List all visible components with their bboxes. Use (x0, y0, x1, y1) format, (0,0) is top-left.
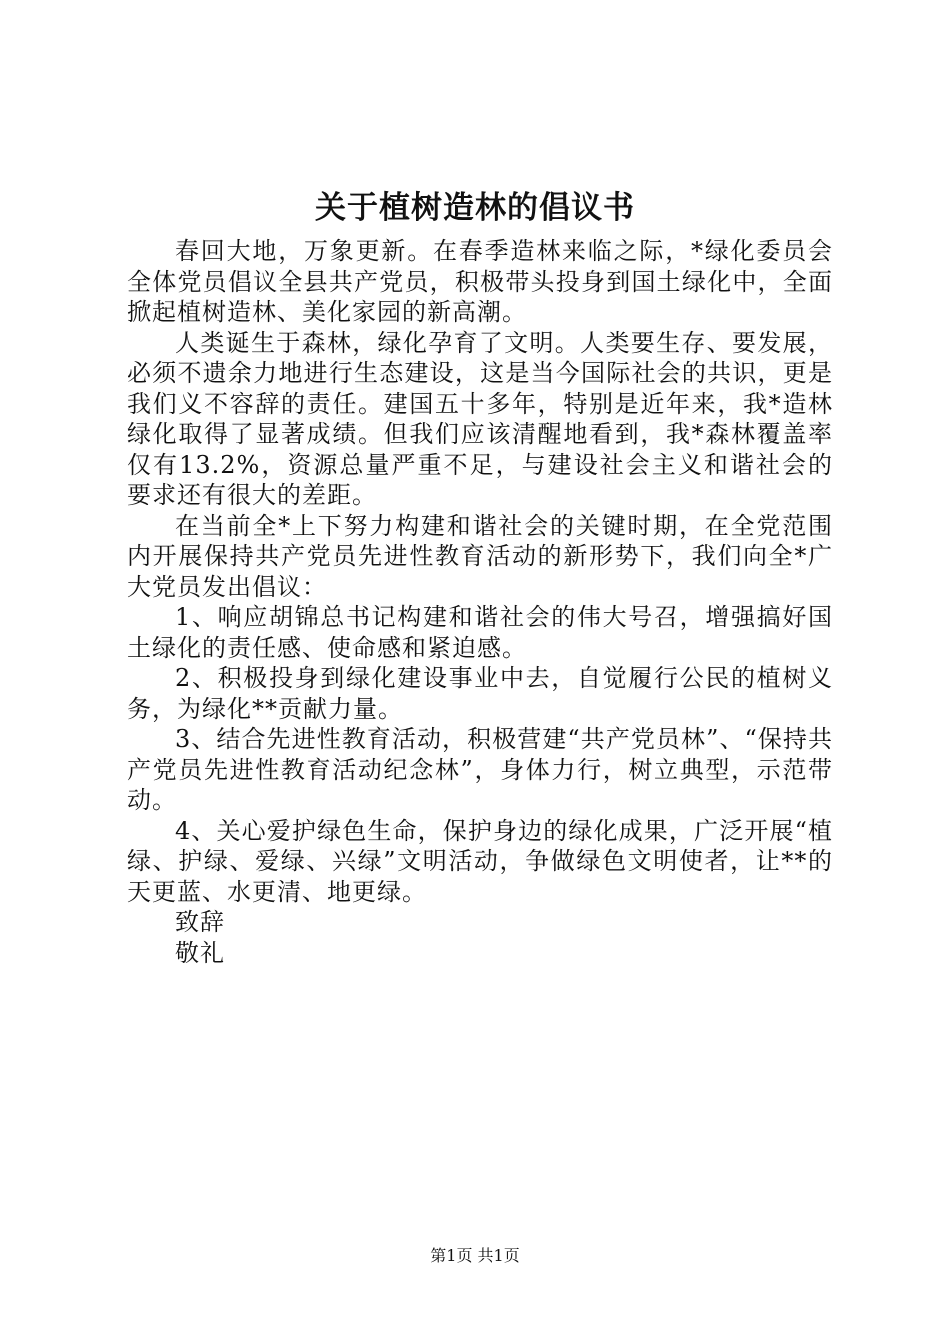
paragraph-intro: 春回大地，万象更新。在春季造林来临之际，*绿化委员会全体党员倡议全县共产党员，积极带头投身到国土绿化中，全面掀起植树造林、美化家园的新高潮。 (127, 237, 833, 326)
closing-line-1: 致辞 (175, 908, 225, 936)
document-body (127, 236, 833, 968)
paragraph-call: 在当前全*上下努力构建和谐社会的关键时期，在全党范围内开展保持共产党员先进性教育活动的新形势下，我们向全*广大党员发出倡议： (127, 511, 833, 601)
page-number-footer: 第1页 共1页 (430, 1246, 520, 1265)
proposal-item-2: 2、积极投身到绿化建设事业中去，自觉履行公民的植树义务，为绿化**贡献力量。 (127, 664, 833, 723)
closing-line-2: 敬礼 (175, 938, 225, 967)
proposal-item-3: 3、结合先进性教育活动，积极营建“共产党员林”、“保持共产党员先进性教育活动纪念林”，身体力行，树立典型，示范带动。 (127, 725, 833, 814)
proposal-item-1: 1、响应胡锦总书记构建和谐社会的伟大号召，增强搞好国土绿化的责任感、使命感和紧迫感。 (127, 603, 833, 662)
proposal-item-4: 4、关心爱护绿色生命，保护身边的绿化成果，广泛开展“植绿、护绿、爱绿、兴绿”文明活动，争做绿色文明使者，让**的天更蓝、水更清、地更绿。 (127, 816, 833, 906)
document-title: 关于植树造林的倡议书 (315, 190, 635, 226)
paragraph-background: 人类诞生于森林，绿化孕育了文明。人类要生存、要发展，必须不遗余力地进行生态建设，这是当今国际社会的共识，更是我们义不容辞的责任。建国五十多年，特别是近年来，我*造林绿化取得了显著成绩。但我们应该清醒地看到，我*森林覆盖率仅有13.2%，资源总量严重不足，与建设社会主义和谐社会的要求还有很大的差距。 (127, 328, 833, 509)
